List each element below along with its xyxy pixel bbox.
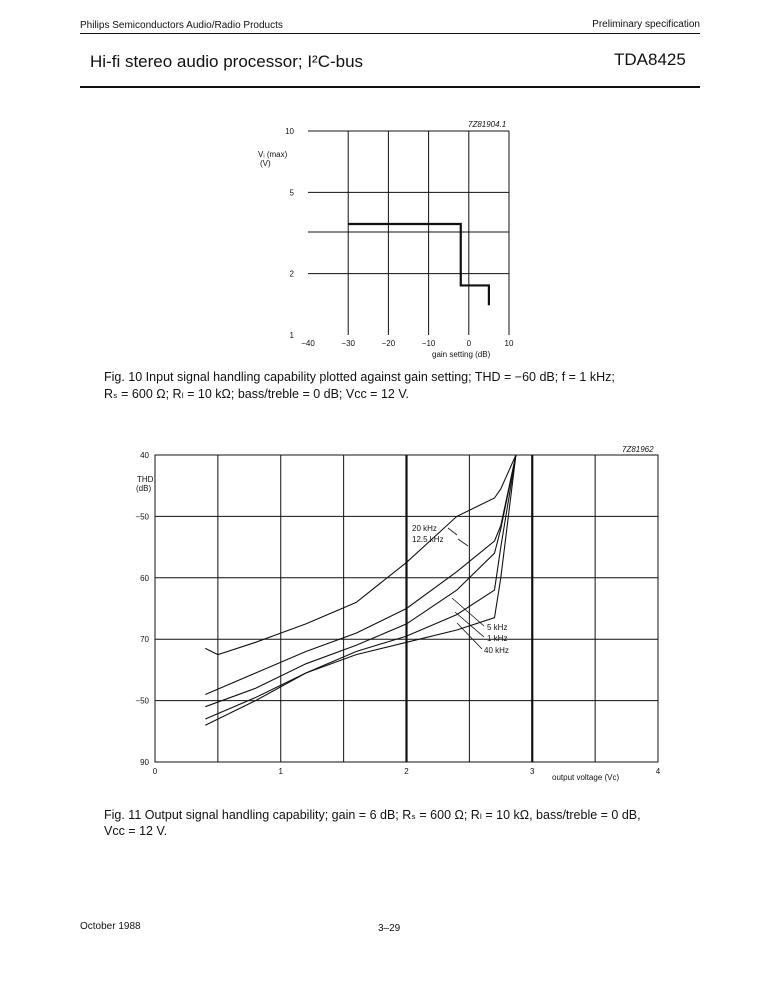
fig11-chart [100, 440, 680, 790]
fig11-ylabel-line2: (dB) [136, 484, 152, 493]
fig10-y-tick-label: 10 [285, 127, 294, 136]
fig10-y-tick-label: 2 [289, 269, 294, 279]
fig11-ylabel-line1: THD [137, 475, 154, 484]
fig11-tick-labels [135, 451, 660, 776]
footer-page: 3–29 [378, 923, 401, 934]
fig10-y-tick-label: 1 [289, 331, 294, 340]
fig11-annotation-leader [452, 598, 484, 626]
fig11-x-tick-label: 0 [152, 767, 158, 776]
fig10-x-tick-label: 0 [466, 339, 472, 348]
fig11-code: 7Z81962 [622, 445, 654, 454]
fig10-code: 7Z81904.1 [468, 120, 507, 129]
fig11-ylabel [136, 475, 156, 493]
fig10-grid [308, 131, 509, 335]
fig11-y-tick-label: −50 [135, 512, 149, 522]
fig10-series [348, 224, 489, 305]
fig11-y-tick-label: 90 [140, 758, 149, 767]
fig10-ylabel-line2: (V) [260, 159, 271, 168]
header-rule-bottom [80, 86, 700, 88]
fig10-ylabel-line1: Vᵢ (max) [258, 150, 288, 159]
header-rule-top [80, 33, 700, 34]
fig10-chart [240, 110, 540, 365]
fig11-annotation-label: 5 kHz [487, 623, 508, 632]
fig10-x-tick-label: −30 [341, 339, 355, 348]
fig11-x-tick-label: 4 [655, 767, 661, 776]
fig10-series-line [348, 224, 489, 305]
fig11-annotation-label: 12.5 kHz [412, 535, 444, 544]
header-right: Preliminary specification [592, 19, 700, 30]
fig11-caption-line1: Fig. 11 Output signal handling capability; gain = 6 dB; Rₛ = 600 Ω; Rₗ = 10 kΩ, bass/treble = 0 dB, [104, 808, 641, 822]
fig11-x-tick-label: 1 [278, 767, 283, 776]
fig10-caption-line2: Rₛ = 600 Ω; Rₗ = 10 kΩ; bass/treble = 0 dB; Vᴄᴄ = 12 V. [104, 387, 409, 401]
fig11-annotation-leader [458, 539, 468, 546]
header-left: Philips Semiconductors Audio/Radio Products [80, 20, 283, 31]
fig11-annotation-leader [448, 528, 457, 535]
fig10-xlabel: gain setting (dB) [432, 350, 491, 359]
fig11-annotation-label: 40 kHz [484, 646, 509, 655]
fig10-x-tick-label: −20 [381, 339, 396, 348]
fig11-y-tick-label: −50 [135, 696, 149, 706]
fig10-y-tick-label: 5 [289, 188, 294, 198]
fig11-y-tick-label: 70 [140, 635, 149, 645]
fig10-x-tick-label: −40 [301, 339, 315, 348]
fig10-ylabel [258, 150, 290, 168]
page-title: Hi-fi stereo audio processor; I²C-bus [90, 52, 364, 71]
fig11-y-tick-label: 60 [140, 573, 149, 583]
fig10-x-tick-label: 10 [504, 339, 514, 348]
fig10-x-tick-label: −10 [421, 339, 436, 348]
fig11-annotation-label: 20 kHz [412, 524, 437, 533]
fig11-x-tick-label: 3 [530, 767, 535, 776]
fig11-x-tick-label: 2 [404, 767, 409, 776]
part-number: TDA8425 [614, 50, 686, 69]
fig11-xlabel: output voltage (Vᴄ) [552, 773, 620, 782]
fig11-y-tick-label: 40 [140, 451, 149, 460]
fig11-caption-line2: Vᴄᴄ = 12 V. [104, 824, 168, 838]
fig11-annotation-label: 1 kHz [487, 634, 508, 643]
fig10-caption-line1: Fig. 10 Input signal handling capability plotted against gain setting; THD = −60 dB; f = 1 kHz; [104, 370, 615, 384]
fig10-tick-labels [285, 127, 514, 348]
footer-date: October 1988 [80, 921, 141, 932]
